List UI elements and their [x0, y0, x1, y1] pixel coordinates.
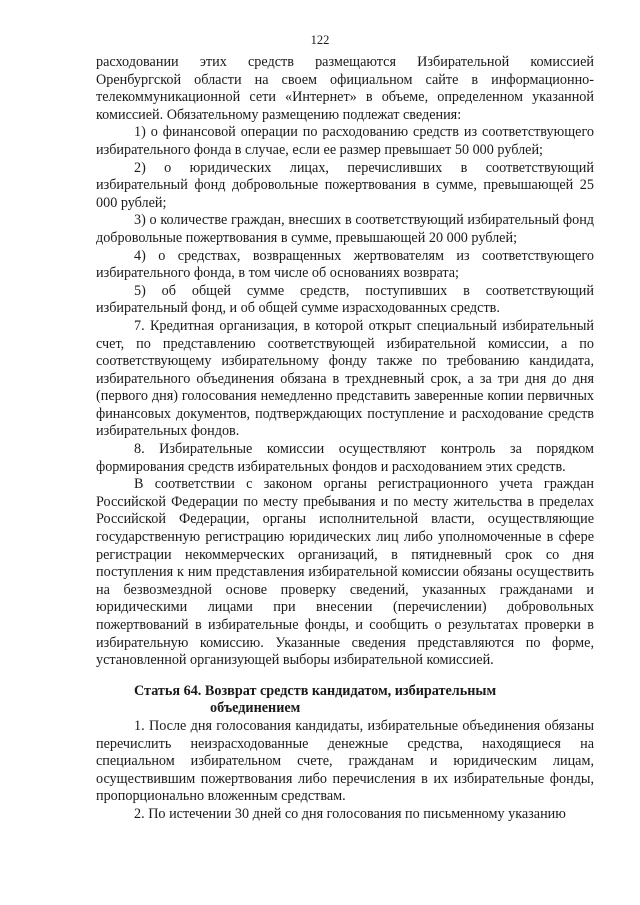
- article-heading: [96, 683, 594, 718]
- paragraph: расходовании этих средств размещаются Избирательной комиссией Оренбургской области на своем официальном сайте в информационно-телекоммуникационной сети «Интернет» в объеме, определенном указанной комиссией. Обязательному размещению подлежат сведения:: [96, 54, 594, 123]
- article-title-line-1: Статья 64. Возврат средств кандидатом, избирательным: [134, 682, 497, 699]
- paragraph: 7. Кредитная организация, в которой открыт специальный избирательный счет, по представлению соответствующей избирательной комиссии, а по соответствующему избирательному фонду также по требованию кандидата, избирательного объединения обязана в трехдневный срок, а за три дня до дня (первого дня) голосования немедленно представить заверенные копии первичных финансовых документов, подтверждающих поступление и расходование средств избирательных фондов.: [96, 317, 594, 440]
- paragraph: 8. Избирательные комиссии осуществляют контроль за порядком формирования средств избирательных фондов и расходованием этих средств.: [96, 441, 594, 475]
- list-item: 1) о финансовой операции по расходованию средств из соответствующего избирательного фонда в случае, если ее размер превышает 50 000 рублей;: [96, 124, 594, 158]
- list-item: 3) о количестве граждан, внесших в соответствующий избирательный фонд добровольные пожертвования в сумме, превышающей 20 000 рублей;: [96, 212, 594, 246]
- paragraph: В соответствии с законом органы регистрационного учета граждан Российской Федерации по месту пребывания и по месту жительства в пределах Российской Федерации, органы исполнительной власти, осуществляющие государственную регистрацию юридических лиц либо уполномоченные в сфере регистрации некоммерческих организаций, в пятидневный срок со дня поступления к ним представления избирательной комиссии обязаны осуществить на безвозмездной основе проверку сведений, указанных гражданами и юридическими лицами при внесении (перечислении) добровольных пожертвований в избирательные фонды, и сообщить о результатах проверки в избирательную комиссию. Указанные сведения представляются по форме, установленной организующей выборы избирательной комиссией.: [96, 476, 594, 669]
- list-item: 5) об общей сумме средств, поступивших в соответствующий избирательный фонд, и об общей сумме израсходованных средств.: [96, 282, 594, 317]
- list-item: 4) о средствах, возвращенных жертвователям из соответствующего избирательного фонда, в том числе об основаниях возврата;: [96, 247, 594, 282]
- article-title-line-2: объединением: [210, 700, 301, 717]
- body-text: [96, 54, 594, 824]
- list-item: 2) о юридических лицах, перечисливших в соответствующий избирательный фонд добровольные пожертвования в сумме, превышающей 25 000 рублей;: [96, 159, 594, 211]
- paragraph: 1. После дня голосования кандидаты, избирательные объединения обязаны перечислить неизрасходованные денежные средства, находящиеся на специальном избирательном счете, гражданам и юридическим лицам, осуществившим пожертвования либо перечисления в их избирательные фонды, пропорционально вложенным средствам.: [96, 717, 594, 805]
- paragraph: 2. По истечении 30 дней со дня голосования по письменному указанию: [134, 805, 566, 822]
- page-number: 122: [310, 33, 330, 47]
